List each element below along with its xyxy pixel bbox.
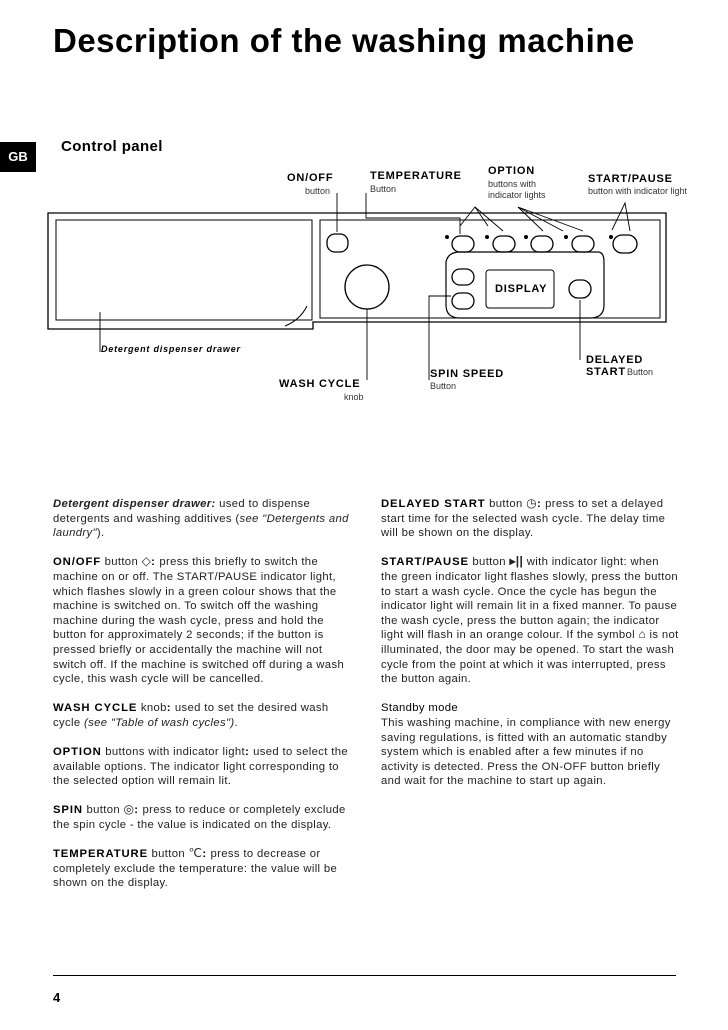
door-lock-icon: ⌂ <box>638 627 647 642</box>
clock-icon: ◷ <box>526 496 537 510</box>
page-title: Description of the washing machine <box>53 22 635 59</box>
option-description: OPTION buttons with indicator light: used to select the available options. The indicator light corresponding to the selected option will remain lit. <box>53 746 349 788</box>
onoff-sublabel: button <box>305 186 331 196</box>
start-pause-label: START/PAUSE <box>588 173 673 185</box>
option-sublabel: buttons with <box>488 179 537 189</box>
start-pause-sublabel: button with indicator light <box>588 186 688 196</box>
leader-start-pause <box>612 203 630 231</box>
play-pause-icon: ▸|| <box>509 554 524 569</box>
drawer-description: Detergent dispenser drawer: used to dispense detergents and washing additives (see "Detergents and laundry"). <box>53 498 349 540</box>
onoff-label: ON/OFF <box>287 172 334 184</box>
wash-cycle-knob <box>345 265 389 309</box>
spin-description: SPIN button ◎: press to reduce or completely exclude the spin cycle - the value is indicated on the display. <box>53 802 346 832</box>
option-button-1 <box>493 236 515 252</box>
indicator-light <box>485 235 489 239</box>
control-zone-outline <box>320 220 660 318</box>
panel-outline <box>48 213 666 329</box>
drawer-label: Detergent dispenser drawer <box>101 344 241 354</box>
spin-speed-button <box>452 269 474 285</box>
spin-icon: ◎ <box>123 802 135 817</box>
wash-cycle-sublabel: knob <box>344 392 364 402</box>
section-heading: Control panel <box>61 138 163 155</box>
temperature-label: TEMPERATURE <box>370 170 462 182</box>
indicator-light <box>445 235 449 239</box>
control-panel-diagram <box>0 0 728 470</box>
temperature-button <box>452 236 474 252</box>
wash-cycle-label: WASH CYCLE <box>279 378 361 390</box>
option-label: OPTION <box>488 165 535 177</box>
start-pause-button <box>613 235 637 253</box>
thermometer-icon: ℃ <box>188 846 203 861</box>
drawer-outline <box>56 220 312 320</box>
page-number: 4 <box>53 990 61 1005</box>
option-sublabel: indicator lights <box>488 190 546 200</box>
delayed-start-label: START <box>586 366 626 378</box>
option-button-2 <box>531 236 553 252</box>
language-tab: GB <box>0 142 36 172</box>
temperature-description: TEMPERATURE button ℃: press to decrease or completely exclude the temperature: the value will be shown on the display. <box>53 846 338 890</box>
indicator-light <box>564 235 568 239</box>
start-pause-description: START/PAUSE button ▸|| with indicator light: when the green indicator light flashes slowly, press the button to start a wash cycle. Once the cycle has begun the indicator light will remain lit in a fixed manner. To pause the wash cycle, press the button again; the indicator light will flash in an orange colour. If the symbol ⌂ is not illuminated, the door may be opened. To start the wash cycle from the point at which it was interrupted, press the button again. <box>381 554 679 686</box>
footer-rule <box>53 975 676 976</box>
spin-speed-button-2 <box>452 293 474 309</box>
wash-cycle-description: WASH CYCLE knob: used to set the desired wash cycle (see "Table of wash cycles"). <box>53 702 329 729</box>
standby-description: Standby mode This washing machine, in compliance with new energy saving regulations, is fitted with an automatic standby system which is enabled after a few minutes if no activity is detected. Press the ON-OFF button briefly and wait for the machine to start up again. <box>381 702 671 788</box>
indicator-light <box>609 235 613 239</box>
delayed-start-label: DELAYED <box>586 354 644 366</box>
delayed-start-sublabel: Button <box>627 367 654 377</box>
indicator-light <box>524 235 528 239</box>
delayed-start-description: DELAYED START button ◷: press to set a delayed start time for the selected wash cycle. The delay time will be shown on the display. <box>381 496 666 540</box>
display-label: DISPLAY <box>495 283 548 295</box>
option-button-3 <box>572 236 594 252</box>
left-column <box>53 497 353 906</box>
temperature-sublabel: Button <box>370 184 397 194</box>
spin-speed-sublabel: Button <box>430 381 457 391</box>
onoff-description: ON/OFF button ◇: press this briefly to switch the machine on or off. The START/PAUSE indicator light, which flashes slowly in a green colour shows that the machine is switched on. To switch off the washing machine during the wash cycle, press and hold the button for approximately 2 seconds; if the button is pressed briefly or accidentally the machine will not switch off. If the machine is switched off during a wash cycle, this wash cycle will be cancelled. <box>53 554 345 686</box>
right-column <box>381 497 679 803</box>
onoff-button <box>327 234 348 252</box>
spin-speed-label: SPIN SPEED <box>430 368 505 380</box>
drawer-handle <box>285 306 307 326</box>
leader-option <box>460 207 583 231</box>
delayed-start-button <box>569 280 591 298</box>
onoff-icon: ◇ <box>141 554 152 569</box>
